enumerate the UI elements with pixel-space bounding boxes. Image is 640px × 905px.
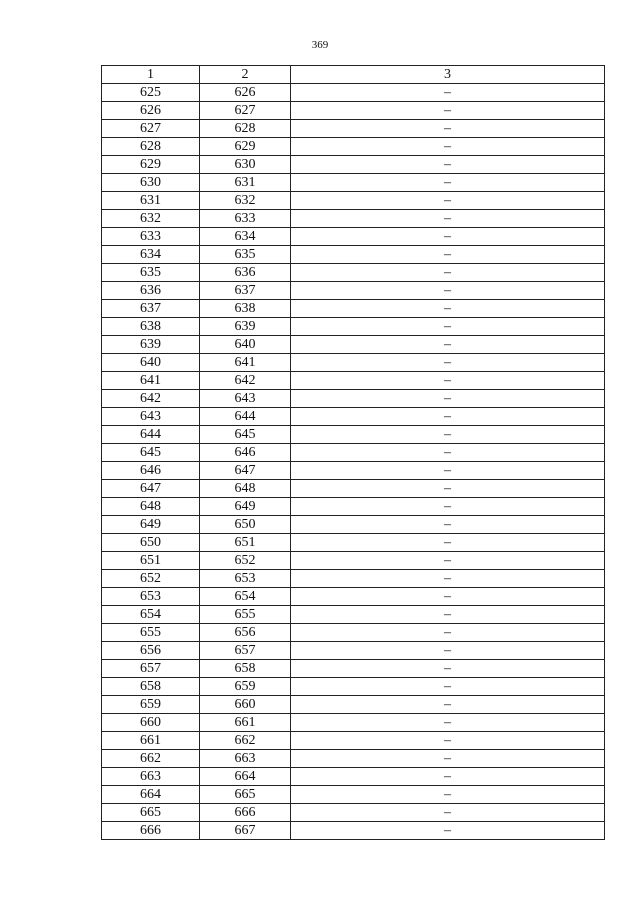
table-cell-col-1: 665 (102, 804, 200, 822)
table-cell-col-1: 636 (102, 282, 200, 300)
table-cell-col-2: 632 (200, 192, 291, 210)
table-cell-col-1: 643 (102, 408, 200, 426)
table-cell-col-3: – (291, 696, 605, 714)
table-cell-col-1: 660 (102, 714, 200, 732)
table-cell-col-3: – (291, 84, 605, 102)
table-row (102, 516, 605, 534)
table-cell-col-2: 635 (200, 246, 291, 264)
table-cell-col-3: – (291, 282, 605, 300)
table-cell-col-1: 644 (102, 426, 200, 444)
table-cell-col-1: 639 (102, 336, 200, 354)
table-cell-col-2: 661 (200, 714, 291, 732)
table-cell-col-1: 637 (102, 300, 200, 318)
column-header-3: 3 (291, 66, 605, 84)
table-cell-col-3: – (291, 174, 605, 192)
table-cell-col-2: 633 (200, 210, 291, 228)
table-row (102, 570, 605, 588)
table-cell-col-3: – (291, 138, 605, 156)
table-row (102, 300, 605, 318)
table-cell-col-1: 626 (102, 102, 200, 120)
table-cell-col-2: 645 (200, 426, 291, 444)
table-row (102, 282, 605, 300)
table-cell-col-3: – (291, 624, 605, 642)
table-cell-col-2: 662 (200, 732, 291, 750)
table-row (102, 246, 605, 264)
table-row (102, 264, 605, 282)
table-row (102, 174, 605, 192)
table-cell-col-1: 656 (102, 642, 200, 660)
table-row (102, 822, 605, 840)
table-cell-col-1: 666 (102, 822, 200, 840)
table-cell-col-1: 651 (102, 552, 200, 570)
table-row (102, 390, 605, 408)
table-row (102, 192, 605, 210)
table-row (102, 696, 605, 714)
table-cell-col-3: – (291, 570, 605, 588)
table-cell-col-3: – (291, 336, 605, 354)
table-header-row (102, 66, 605, 84)
table-cell-col-3: – (291, 660, 605, 678)
column-header-2: 2 (200, 66, 291, 84)
table-cell-col-1: 633 (102, 228, 200, 246)
table-row (102, 588, 605, 606)
table-row (102, 660, 605, 678)
table-cell-col-2: 667 (200, 822, 291, 840)
table-cell-col-1: 628 (102, 138, 200, 156)
column-header-1: 1 (102, 66, 200, 84)
table-row (102, 228, 605, 246)
table-cell-col-2: 650 (200, 516, 291, 534)
table-cell-col-3: – (291, 408, 605, 426)
table-cell-col-2: 649 (200, 498, 291, 516)
table-row (102, 804, 605, 822)
table-cell-col-2: 660 (200, 696, 291, 714)
table-cell-col-3: – (291, 462, 605, 480)
data-table (101, 65, 605, 840)
table-cell-col-1: 649 (102, 516, 200, 534)
table-cell-col-2: 640 (200, 336, 291, 354)
table-cell-col-1: 662 (102, 750, 200, 768)
table-cell-col-2: 634 (200, 228, 291, 246)
table-cell-col-2: 658 (200, 660, 291, 678)
table-row (102, 678, 605, 696)
table-cell-col-2: 644 (200, 408, 291, 426)
table-row (102, 354, 605, 372)
table-row (102, 120, 605, 138)
table-row (102, 606, 605, 624)
table-row (102, 462, 605, 480)
table-cell-col-2: 636 (200, 264, 291, 282)
table-cell-col-3: – (291, 534, 605, 552)
table-cell-col-1: 634 (102, 246, 200, 264)
table-cell-col-1: 664 (102, 786, 200, 804)
table-cell-col-2: 628 (200, 120, 291, 138)
table-row (102, 138, 605, 156)
table-cell-col-3: – (291, 588, 605, 606)
table-cell-col-1: 658 (102, 678, 200, 696)
table-cell-col-1: 625 (102, 84, 200, 102)
table-cell-col-2: 665 (200, 786, 291, 804)
table-cell-col-3: – (291, 768, 605, 786)
table-cell-col-2: 629 (200, 138, 291, 156)
table-row (102, 786, 605, 804)
table-cell-col-3: – (291, 354, 605, 372)
table-cell-col-2: 654 (200, 588, 291, 606)
table-cell-col-1: 645 (102, 444, 200, 462)
table-cell-col-2: 657 (200, 642, 291, 660)
table-cell-col-3: – (291, 516, 605, 534)
page-number: 369 (311, 39, 329, 51)
table-cell-col-3: – (291, 228, 605, 246)
table-row (102, 336, 605, 354)
table-cell-col-2: 648 (200, 480, 291, 498)
table-cell-col-2: 641 (200, 354, 291, 372)
table-cell-col-2: 655 (200, 606, 291, 624)
table-cell-col-3: – (291, 318, 605, 336)
table-row (102, 750, 605, 768)
table-row (102, 480, 605, 498)
table-cell-col-2: 630 (200, 156, 291, 174)
table-row (102, 372, 605, 390)
table-cell-col-2: 642 (200, 372, 291, 390)
table-body (102, 84, 605, 840)
table-cell-col-2: 643 (200, 390, 291, 408)
table-row (102, 444, 605, 462)
table-cell-col-3: – (291, 210, 605, 228)
table-cell-col-3: – (291, 156, 605, 174)
table-cell-col-3: – (291, 444, 605, 462)
table-cell-col-1: 627 (102, 120, 200, 138)
table-cell-col-1: 653 (102, 588, 200, 606)
table-row (102, 732, 605, 750)
table-row (102, 210, 605, 228)
table-cell-col-3: – (291, 246, 605, 264)
table-row (102, 498, 605, 516)
table-cell-col-1: 632 (102, 210, 200, 228)
table-cell-col-2: 663 (200, 750, 291, 768)
table-cell-col-1: 659 (102, 696, 200, 714)
table-cell-col-1: 635 (102, 264, 200, 282)
table-cell-col-1: 657 (102, 660, 200, 678)
table-cell-col-2: 646 (200, 444, 291, 462)
table-row (102, 768, 605, 786)
table-cell-col-3: – (291, 300, 605, 318)
table-cell-col-3: – (291, 390, 605, 408)
table-cell-col-2: 659 (200, 678, 291, 696)
table-cell-col-1: 640 (102, 354, 200, 372)
table-cell-col-1: 630 (102, 174, 200, 192)
table-cell-col-2: 664 (200, 768, 291, 786)
table-cell-col-3: – (291, 192, 605, 210)
table-row (102, 714, 605, 732)
table-cell-col-1: 629 (102, 156, 200, 174)
table-cell-col-1: 646 (102, 462, 200, 480)
table-cell-col-3: – (291, 552, 605, 570)
table-cell-col-1: 648 (102, 498, 200, 516)
table-cell-col-1: 652 (102, 570, 200, 588)
table-cell-col-1: 654 (102, 606, 200, 624)
table-row (102, 156, 605, 174)
table-cell-col-3: – (291, 480, 605, 498)
table-cell-col-2: 647 (200, 462, 291, 480)
table-row (102, 408, 605, 426)
table-cell-col-3: – (291, 642, 605, 660)
table-cell-col-1: 638 (102, 318, 200, 336)
table-row (102, 318, 605, 336)
table-cell-col-2: 627 (200, 102, 291, 120)
table-cell-col-3: – (291, 750, 605, 768)
table-cell-col-3: – (291, 732, 605, 750)
table-cell-col-2: 639 (200, 318, 291, 336)
table-cell-col-2: 652 (200, 552, 291, 570)
table-cell-col-1: 647 (102, 480, 200, 498)
table-cell-col-2: 653 (200, 570, 291, 588)
table-cell-col-1: 631 (102, 192, 200, 210)
table-cell-col-3: – (291, 786, 605, 804)
table-cell-col-3: – (291, 804, 605, 822)
table-cell-col-3: – (291, 120, 605, 138)
table-cell-col-3: – (291, 372, 605, 390)
table-cell-col-3: – (291, 498, 605, 516)
table-row (102, 552, 605, 570)
table-cell-col-3: – (291, 264, 605, 282)
table-cell-col-1: 641 (102, 372, 200, 390)
table-cell-col-1: 655 (102, 624, 200, 642)
table-cell-col-2: 626 (200, 84, 291, 102)
table-cell-col-1: 650 (102, 534, 200, 552)
table-row (102, 426, 605, 444)
table-cell-col-2: 651 (200, 534, 291, 552)
table-row (102, 624, 605, 642)
table-cell-col-2: 656 (200, 624, 291, 642)
table-row (102, 642, 605, 660)
table-cell-col-1: 661 (102, 732, 200, 750)
table-cell-col-2: 637 (200, 282, 291, 300)
table-cell-col-3: – (291, 606, 605, 624)
table-cell-col-3: – (291, 822, 605, 840)
table-cell-col-2: 666 (200, 804, 291, 822)
table-cell-col-3: – (291, 426, 605, 444)
table-cell-col-1: 642 (102, 390, 200, 408)
table-cell-col-3: – (291, 102, 605, 120)
table-row (102, 534, 605, 552)
table-cell-col-1: 663 (102, 768, 200, 786)
table-cell-col-2: 638 (200, 300, 291, 318)
table-cell-col-2: 631 (200, 174, 291, 192)
table-row (102, 84, 605, 102)
table-row (102, 102, 605, 120)
table-cell-col-3: – (291, 714, 605, 732)
table-cell-col-3: – (291, 678, 605, 696)
